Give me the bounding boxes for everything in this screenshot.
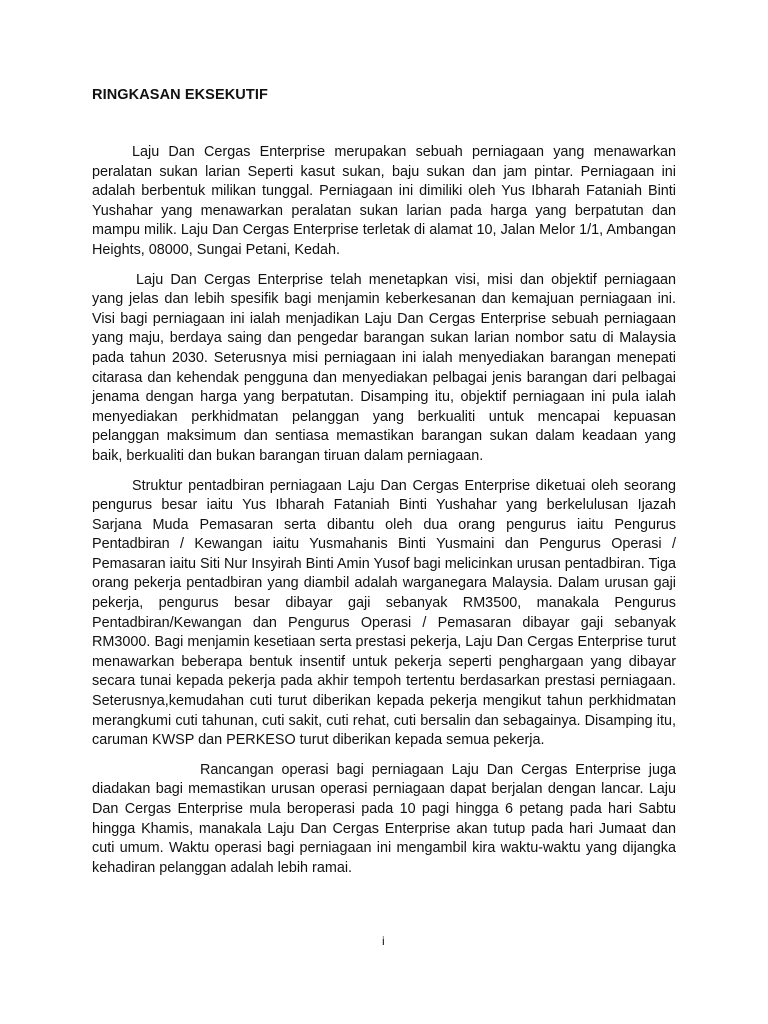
paragraph-2: Laju Dan Cergas Enterprise telah menetapkan visi, misi dan objektif perniagaan yang jelas dan lebih spesifik bagi menjamin keberkesanan dan kemajuan perniagaan ini. Visi bagi perniagaan ini ialah menjadikan Laju Dan Cergas Enterprise sebuah perniagaan yang maju, berdaya saing dan pengedar barangan sukan larian nombor satu di Malaysia pada tahun 2030. Seterusnya misi perniagaan ini ialah menyediakan barangan menepati citarasa dan kehendak pengguna dan menyediakan pelbagai jenis barangan dari pelbagai jenama dengan harga yang berpatutan. Disamping itu, objektif perniagaan ini pula ialah menyediakan perkhidmatan pelanggan yang berkualiti untuk mencapai kepuasan pelanggan maksimum dan sentiasa memastikan barangan sukan dalam keadaan yang baik, berkualiti dan bukan barangan tiruan dalam perniagaan.	[92, 271, 676, 464]
page-number: i	[382, 934, 385, 948]
paragraph-3: Struktur pentadbiran perniagaan Laju Dan Cergas Enterprise diketuai oleh seorang pengurus besar iaitu Yus Ibharah Fataniah Binti Yushahar yang berkelulusan Ijazah Sarjana Muda Pemasaran serta dibantu oleh dua orang pengurus iaitu Pengurus Pentadbiran / Kewangan iaitu Yusmahanis Binti Yusmaini dan Pengurus Operasi / Pemasaran iaitu Siti Nur Insyirah Binti Amin Yusof bagi melicinkan urusan pentadbiran. Tiga orang pekerja pentadbiran yang diambil adalah warganegara Malaysia. Dalam urusan gaji pekerja, pengurus besar dibayar gaji sebanyak RM3500, manakala Pengurus Pentadbiran/Kewangan dan Pengurus Operasi / Pemasaran dibayar gaji sebanyak RM3000. Bagi menjamin kesetiaan serta prestasi pekerja, Laju Dan Cergas Enterprise turut menawarkan beberapa bentuk insentif untuk pekerja seperti penghargaan yang dibayar secara tunai kepada pekerja pada akhir tempoh tertentu berdasarkan prestasi perniagaan. Seterusnya,kemudahan cuti turut diberikan kepada pekerja mengikut tahun perkhidmatan merangkumi cuti tahunan, cuti sakit, cuti rehat, cuti bersalin dan sebagainya. Disamping itu, caruman KWSP dan PERKESO turut diberikan kepada semua pekerja.	[92, 477, 676, 749]
paragraph-1: Laju Dan Cergas Enterprise merupakan sebuah perniagaan yang menawarkan peralatan sukan larian Seperti kasut sukan, baju sukan dan jam pintar. Perniagaan ini adalah berbentuk milikan tunggal. Perniagaan ini dimiliki oleh Yus Ibharah Fataniah Binti Yushahar yang menawarkan peralatan sukan larian pada harga yang berpatutan dan mampu milik. Laju Dan Cergas Enterprise terletak di alamat 10, Jalan Melor 1/1, Ambangan Heights, 08000, Sungai Petani, Kedah.	[92, 144, 676, 258]
paragraph-4: Rancangan operasi bagi perniagaan Laju Dan Cergas Enterprise juga diadakan bagi memastikan urusan operasi perniagaan dapat berjalan dengan lancar. Laju Dan Cergas Enterprise mula beroperasi pada 10 pagi hingga 6 petang pada hari Sabtu hingga Khamis, manakala Laju Dan Cergas Enterprise akan tutup pada hari Jumaat dan cuti umum. Waktu operasi bagi perniagaan ini mengambil kira waktu-waktu yang dijangka kehadiran pelanggan adalah lebih ramai.	[92, 761, 676, 876]
body-text	[92, 143, 676, 888]
section-heading: RINGKASAN EKSEKUTIF	[92, 87, 268, 103]
